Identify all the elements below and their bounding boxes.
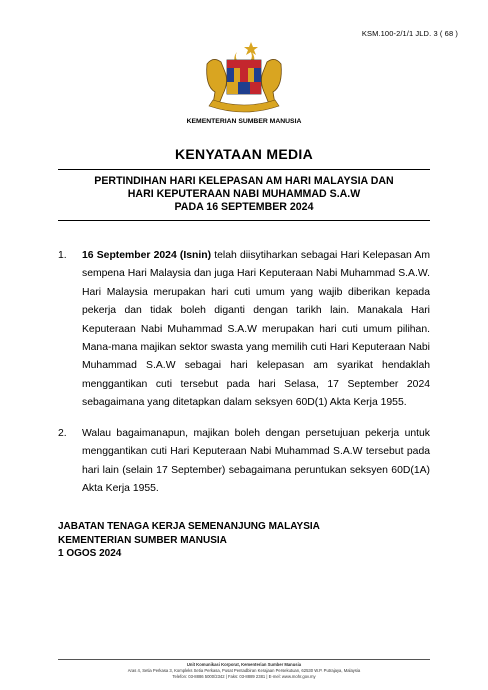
- footer: [0, 662, 488, 681]
- paragraph-text: Walau bagaimanapun, majikan boleh dengan persetujuan pekerja untuk menggantikan cuti Hari Keputeraan Nabi Muhammad S.A.W tersebut pada hari lain (selain 17 September) sebagaimana peruntukan seksyen 60D(1A) Akta Kerja 1955.: [82, 428, 430, 495]
- footer-unit: Unit Komunikasi Korporat, Kementerian Sumber Manusia: [186, 662, 302, 667]
- document-heading: KENYATAAN MEDIA: [174, 146, 314, 162]
- footer-rule: [58, 659, 430, 660]
- subject-bottom-rule: [58, 220, 430, 221]
- subject-title: [58, 175, 430, 214]
- paragraph-number: 1.: [58, 250, 67, 261]
- signature-ministry: KEMENTERIAN SUMBER MANUSIA: [58, 534, 227, 546]
- footer-contact: Telefon: 03-8886 5000/2342 | Faks: 03-8889 2381 | E-mel: www.mohr.gov.my: [172, 674, 316, 680]
- signature-department: JABATAN TENAGA KERJA SEMENANJUNG MALAYSIA: [58, 521, 320, 532]
- paragraph-text: [82, 247, 430, 413]
- paragraph-2: [58, 425, 430, 499]
- paragraph-bold-lead: 16 September 2024 (Isnin): [82, 250, 212, 261]
- subject-top-rule: [58, 169, 430, 170]
- subject-line-3: PADA 16 SEPTEMBER 2024: [174, 201, 314, 213]
- paragraph-number: 2.: [58, 428, 67, 439]
- reference-number: KSM.100-2/1/1 JLD. 3 ( 68 ): [361, 29, 458, 38]
- paragraph-1: [58, 247, 430, 413]
- subject-line-1: PERTINDIHAN HARI KELEPASAN AM HARI MALAYSIA DAN: [94, 175, 394, 187]
- ministry-name: KEMENTERIAN SUMBER MANUSIA: [186, 118, 302, 125]
- footer-address: Aras 4, Setia Perkasa 3, Kompleks Setia Perkasa, Pusat Pentadbiran Kerajaan Persekutuan, 62530 W.P. Putrajaya, Malaysia: [127, 668, 361, 674]
- signature-block: [58, 520, 320, 561]
- subject-line-2: HARI KEPUTERAAN NABI MUHAMMAD S.A.W: [127, 188, 361, 200]
- malaysia-coat-of-arms-icon: [199, 38, 289, 116]
- signature-date: 1 OGOS 2024: [58, 548, 122, 559]
- paragraph-body: telah diisytiharkan sebagai Hari Kelepasan Am sempena Hari Malaysia dan juga Hari Keputeraan Nabi Muhammad S.A.W. Hari Malaysia merupakan hari cuti umum yang wajib diberikan kepada pekerja dan tidak boleh diganti dengan tarikh lain. Manakala Hari Keputeraan Nabi Muhammad S.A.W merupakan hari cuti umum pilihan. Mana-mana majikan sektor swasta yang memilih cuti Hari Keputeraan Nabi Muhammad S.A.W sebagai hari kelepasan am syarikat hendaklah menggantikan cuti tersebut pada hari Selasa, 17 September 2024 sebagaimana yang ditetapkan dalam seksyen 60D(1) Akta Kerja 1955.: [82, 250, 430, 409]
